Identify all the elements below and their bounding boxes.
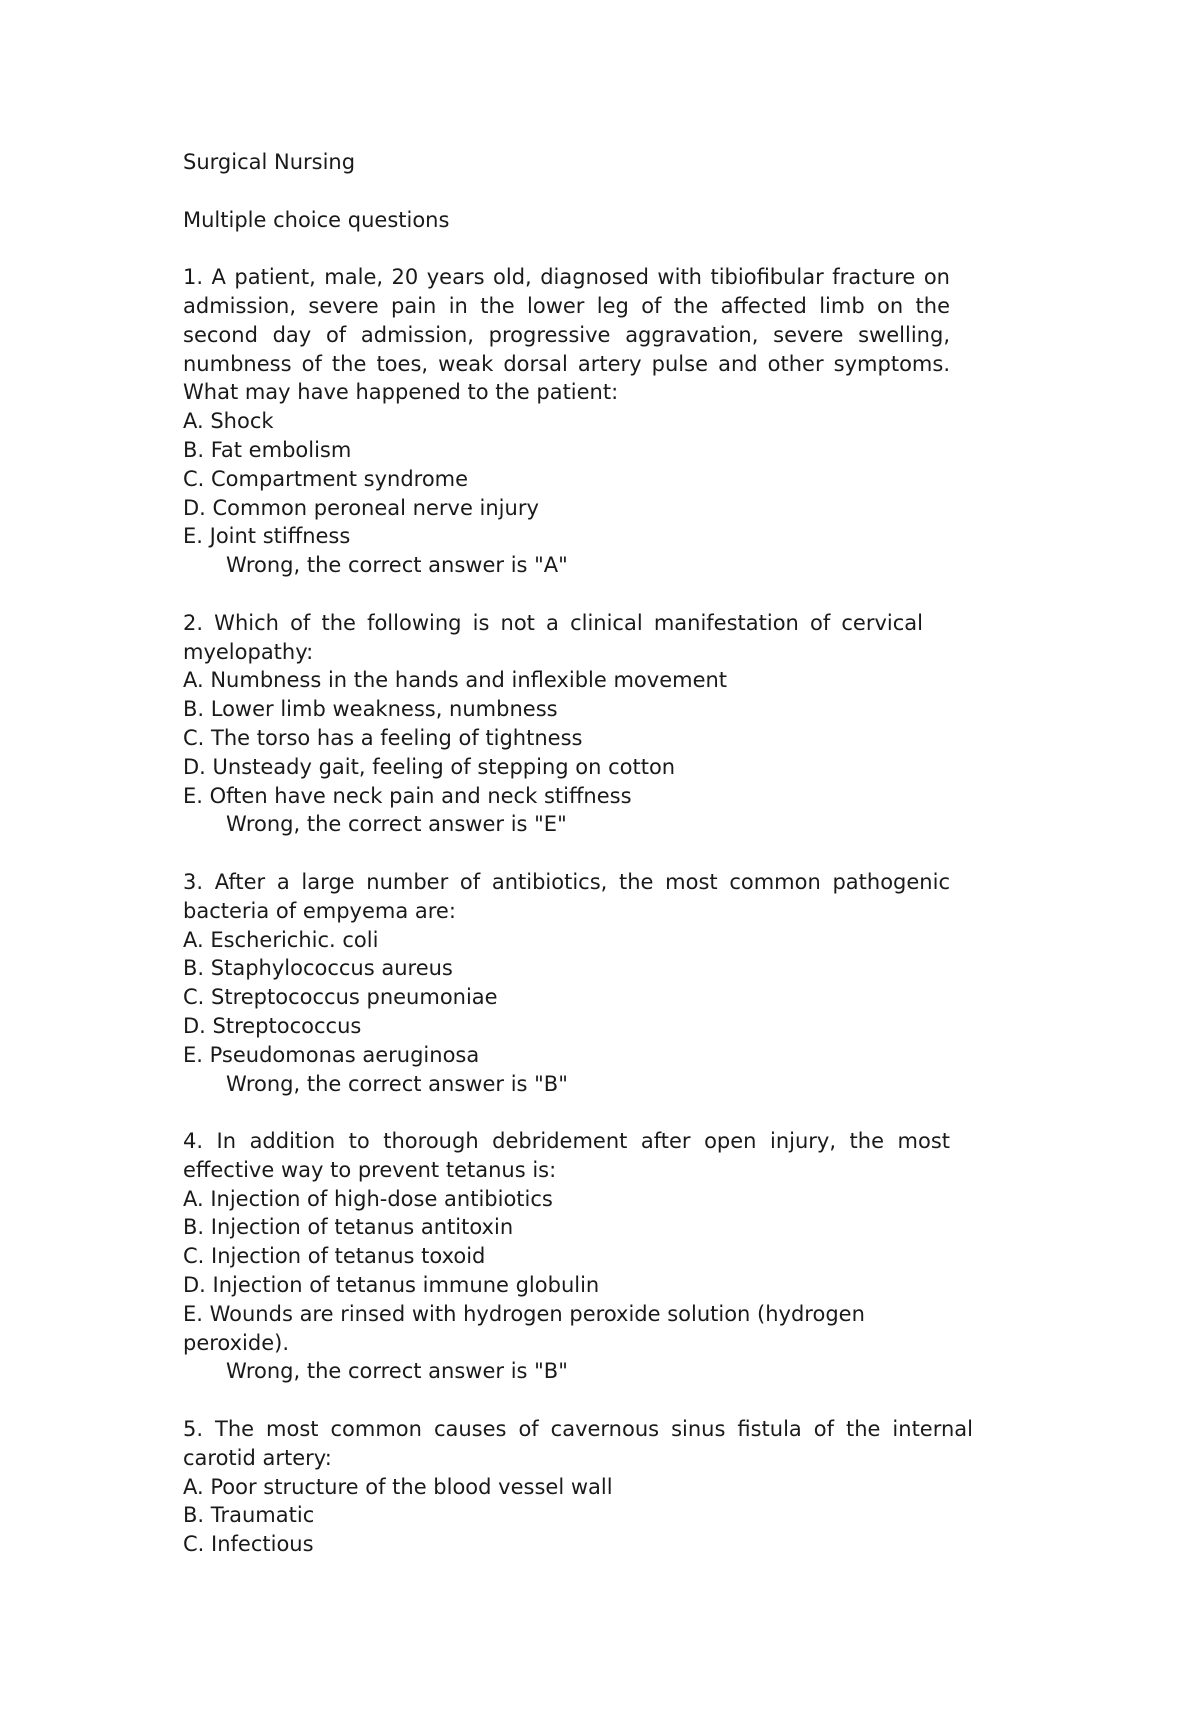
- answer-option: E. Pseudomonas aeruginosa: [183, 1042, 480, 1067]
- answer-option: E. Often have neck pain and neck stiffness: [183, 783, 632, 808]
- answer-feedback: Wrong, the correct answer is "E": [226, 812, 567, 837]
- question-stem: 4. In addition to thorough debridement after open injury, the most effective way to prevent tetanus is:: [183, 1129, 950, 1182]
- question-5: [183, 1415, 1018, 1559]
- answer-option: C. Compartment syndrome: [183, 466, 469, 491]
- answer-option: B. Lower limb weakness, numbness: [183, 697, 558, 722]
- answer-feedback: Wrong, the correct answer is "B": [226, 1359, 568, 1384]
- document-subtitle: Multiple choice questions: [183, 207, 450, 232]
- question-2: [183, 609, 1018, 839]
- answer-option: A. Shock: [183, 409, 274, 434]
- answer-option: A. Injection of high-dose antibiotics: [183, 1186, 553, 1211]
- answer-option: E. Wounds are rinsed with hydrogen peroxide solution (hydrogen peroxide).: [183, 1301, 865, 1355]
- answer-option: D. Streptococcus: [183, 1013, 362, 1038]
- answer-option: B. Traumatic: [183, 1503, 315, 1528]
- answer-option: E. Joint stiffness: [183, 524, 351, 549]
- question-3: [183, 868, 1018, 1098]
- answer-option: A. Numbness in the hands and inflexible movement: [183, 668, 728, 693]
- answer-option: C. Infectious: [183, 1532, 314, 1557]
- answer-feedback: Wrong, the correct answer is "A": [226, 553, 568, 578]
- answer-option: C. The torso has a feeling of tightness: [183, 725, 583, 750]
- answer-option: C. Injection of tetanus toxoid: [183, 1244, 486, 1269]
- question-1: [183, 263, 1018, 580]
- question-stem: 3. After a large number of antibiotics, the most common pathogenic bacteria of empyema are:: [183, 869, 950, 923]
- answer-option: A. Poor structure of the blood vessel wall: [183, 1474, 613, 1499]
- answer-option: A. Escherichic. coli: [183, 927, 379, 952]
- answer-option: D. Injection of tetanus immune globulin: [183, 1273, 600, 1298]
- answer-option: B. Staphylococcus aureus: [183, 956, 453, 981]
- document-page: [183, 148, 1018, 1588]
- answer-option: B. Fat embolism: [183, 437, 352, 462]
- answer-option: B. Injection of tetanus antitoxin: [183, 1215, 514, 1240]
- document-title: Surgical Nursing: [183, 150, 356, 174]
- answer-option: C. Streptococcus pneumoniae: [183, 985, 498, 1010]
- answer-option: D. Common peroneal nerve injury: [183, 495, 539, 520]
- question-stem: 1. A patient, male, 20 years old, diagnosed with tibiofibular fracture on admission, severe pain in the lower leg of the affected limb on the second day of admission, progressive aggravation, severe swelling, numbness of the toes, weak dorsal artery pulse and other symptoms. What may have happened to the patient:: [183, 265, 950, 405]
- question-stem: 2. Which of the following is not a clinical manifestation of cervical myelopathy:: [183, 610, 923, 664]
- question-4: [183, 1127, 1018, 1386]
- answer-feedback: Wrong, the correct answer is "B": [226, 1071, 568, 1096]
- question-stem: 5. The most common causes of cavernous sinus fistula of the internal carotid artery:: [183, 1417, 973, 1470]
- answer-option: D. Unsteady gait, feeling of stepping on cotton: [183, 754, 676, 779]
